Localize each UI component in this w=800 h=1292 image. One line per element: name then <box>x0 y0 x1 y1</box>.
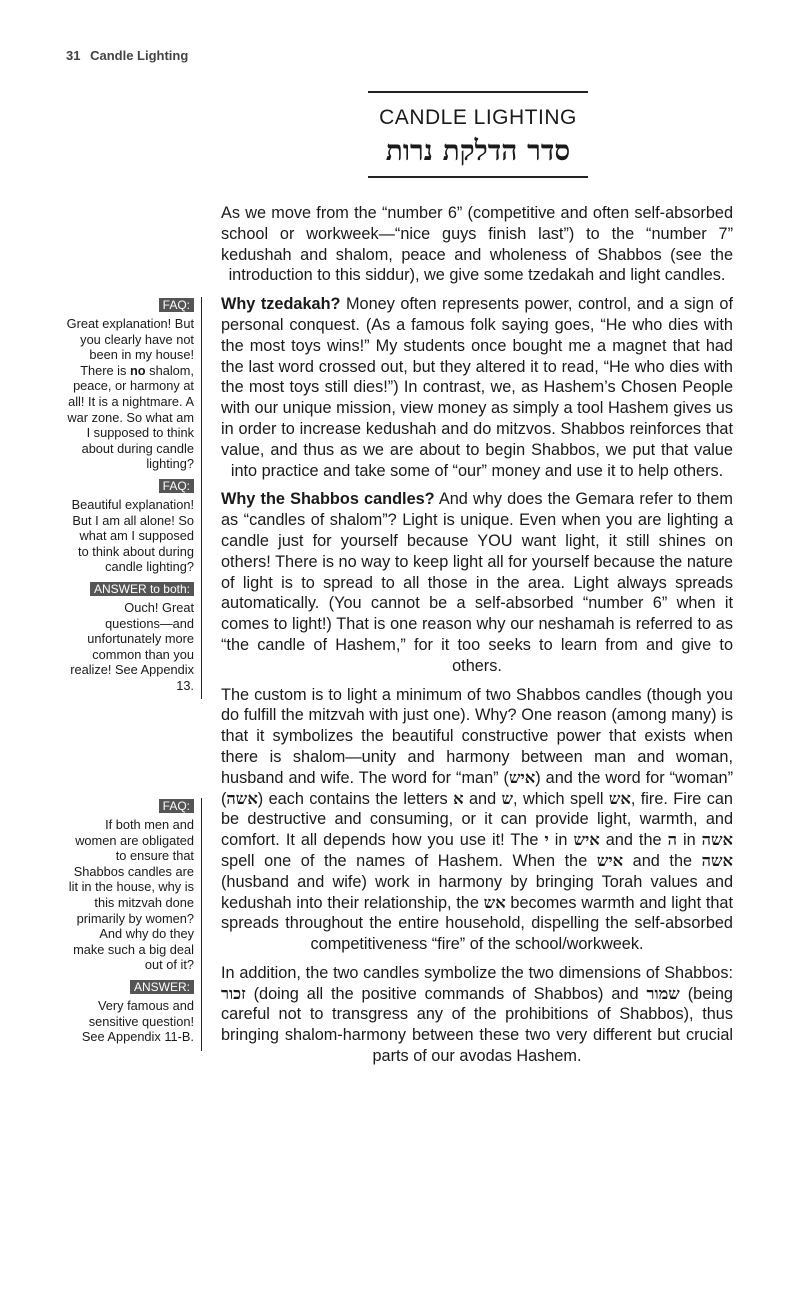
custom-text: ) and the word for “woman” ( <box>221 768 733 808</box>
custom-text: becomes warmth and light that spreads throughout the entire household, dispelling the self-absorbed competitiveness “fire” of the school/workweek. <box>221 893 733 954</box>
intro-paragraph: As we move from the “number 6” (competitive and often self-absorbed school or workweek—“nice guys finish last”) to the “number 7” kedushah and shalom, peace and wholeness of Shabbos (see the introduction to this siddur), we give some tzedakah and light candles. <box>221 204 733 285</box>
faq-label: FAQ: <box>159 298 194 312</box>
hebrew-shamor: שמור <box>646 983 680 1003</box>
candles-heading: Why the Shabbos candles? <box>221 490 435 509</box>
candles-body: And why does the Gemara refer to them as “candles of shalom”? Light is unique. Even when you are lighting a candle just for yourself because YOU want light, it still shines on others! There is no way to keep light all for yourself because the nature of light is to spread to all those in the area. Light always spreads automatically. (You cannot be a self-absorbed “number 6” when it comes to light!) That is one reason why our neshamah is referred to as “the candle of Hashem,” for it too seeks to learn from and give to others. <box>221 490 733 675</box>
addition-paragraph <box>221 963 733 1067</box>
custom-text: and the <box>623 851 702 870</box>
custom-text: (husband and wife) work in harmony by bringing Torah values and kedushah into their relationship, the <box>221 872 733 912</box>
faq-question: If both men and women are obligated to ensure that Shabbos candles are lit in the house, why is this mitzvah done primarily by women? And why do they make such a big deal out of it? <box>68 817 194 973</box>
hebrew-isha: אשה <box>701 830 733 850</box>
custom-text: in <box>676 831 702 850</box>
tzedakah-heading: Why tzedakah? <box>221 295 341 314</box>
main-text <box>221 203 733 1075</box>
title-block <box>368 91 588 178</box>
addition-text: (being careful not to transgress any of the prohibitions of Shabbos), thus bringing shalom-harmony between these two very different but crucial parts of our avodas Hashem. <box>221 984 733 1066</box>
faq-text: Great explanation! But you clearly have not been in my house! There is <box>66 316 194 378</box>
custom-text: spell one of the names of Hashem. When the <box>221 851 597 870</box>
hebrew-hey: ה <box>667 830 677 850</box>
section-name: Candle Lighting <box>90 48 189 63</box>
custom-text: , which spell <box>513 789 609 808</box>
sidebar-rule <box>201 297 202 699</box>
hebrew-isha: אשה <box>226 788 258 808</box>
hebrew-ish: איש <box>508 767 536 787</box>
faq-emphasis: no <box>129 362 146 378</box>
addition-text: In addition, the two candles symbolize the two dimensions of Shabbos: <box>221 963 733 982</box>
running-head <box>66 48 188 63</box>
faq-text: shalom, peace, or harmony at all! It is a nightmare. A war zone. So what am I supposed to think about during candle lighting? <box>67 362 194 472</box>
hebrew-esh: אש <box>608 788 631 808</box>
faq-label: FAQ: <box>159 799 194 813</box>
custom-text: and <box>463 789 502 808</box>
tzedakah-paragraph <box>221 294 733 481</box>
hebrew-yud: י <box>544 830 549 850</box>
custom-paragraph <box>221 685 733 955</box>
sidebar-faq-group-1 <box>66 297 194 699</box>
hebrew-shin: ש <box>501 788 514 808</box>
sidebar-faq-group-2 <box>66 798 194 1051</box>
custom-text: ) each contains the letters <box>257 789 454 808</box>
custom-text: and the <box>599 831 668 850</box>
answer-label: ANSWER: <box>130 980 194 994</box>
page-number: 31 <box>66 48 81 63</box>
sidebar-rule <box>201 798 202 1051</box>
hebrew-alef: א <box>453 788 464 808</box>
faq-label: FAQ: <box>159 479 194 493</box>
title-bottom-rule <box>368 176 588 178</box>
answer-label: ANSWER to both: <box>90 582 194 596</box>
faq-answer: Ouch! Great questions—and unfortunately more common than you realize! See Appendix 13. <box>70 599 194 693</box>
hebrew-ish: איש <box>596 850 624 870</box>
hebrew-ish: איש <box>573 830 600 850</box>
tzedakah-body: Money often represents power, control, and a sign of personal conquest. (As a famous folk saying goes, “He who dies with the most toys wins!” My students once bought me a magnet that had the last word crossed out, but they altered it to read, “He who dies with the most toys still dies!”) In contrast, we, as Hashem’s Chosen People with our unique mission, view money as simply a tool Hashem gives us in order to increase kedushah and do mitzvos. Shabbos reinforces that value, and thus as we are about to begin Shabbos, we put that value into practice and take some of “our” money and use it to help others. <box>221 295 733 480</box>
title-top-rule <box>368 91 588 93</box>
faq-question: Beautiful explanation! But I am all alone! So what am I supposed to think about during candle lighting? <box>71 496 194 575</box>
hebrew-isha: אשה <box>701 850 733 870</box>
hebrew-esh: אש <box>483 892 506 912</box>
custom-text: in <box>548 831 574 850</box>
candles-paragraph <box>221 489 733 676</box>
title-english: CANDLE LIGHTING <box>379 106 577 129</box>
title-hebrew: סדר הדלקת נרות <box>385 134 571 167</box>
hebrew-zachor: זכור <box>221 983 246 1003</box>
custom-text: The custom is to light a minimum of two Shabbos candles (though you do fulfill the mitzvah with just one). Why? One reason (among many) is that it symbolizes the beautiful constructive power that exists when there is shalom—unity and harmony between man and woman, husband and wife. The word for “man” ( <box>221 685 733 787</box>
custom-text: , fire. Fire can be destructive and consuming, or it can provide light, warmth, and comfort. It all depends how you use it! The <box>221 789 733 850</box>
addition-text: (doing all the positive commands of Shabbos) and <box>245 984 647 1003</box>
faq-answer: Very famous and sensitive question! See Appendix 11-B. <box>81 997 194 1045</box>
faq-question <box>66 316 194 472</box>
